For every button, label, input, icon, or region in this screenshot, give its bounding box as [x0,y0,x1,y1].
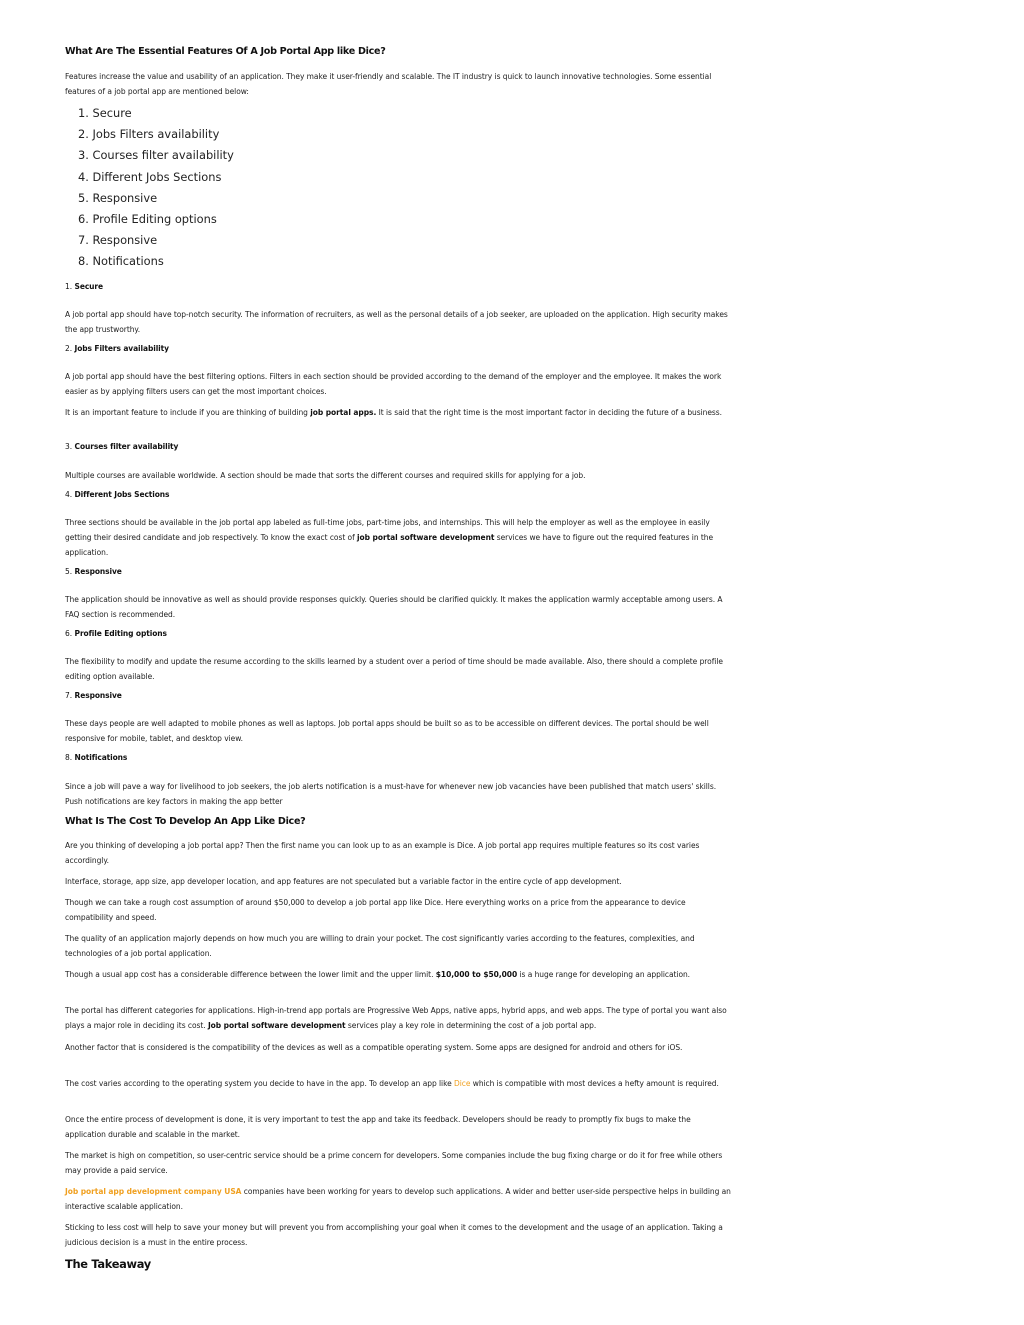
section-body: The application should be innovative as well as should provide responses quickly. Queries should be clarified quickly. It makes the application warmly acceptable among users. A FAQ section is recommended. [65,595,723,620]
section-title-responsive: 5. Responsive [65,567,122,576]
cost-paragraph: Sticking to less cost will help to save your money but will prevent you from accomplishing your goal when it comes to the development and the usage of an application. Taking a judicious decision is a must in the entire process. [65,1223,723,1248]
cost-paragraph: Though a usual app cost has a considerable difference between the lower limit and the upper limit. $10,000 to $50,000 is a huge range for developing an application. [65,970,691,979]
dice-link[interactable]: Dice [454,1079,471,1088]
cost-paragraph: The quality of an application majorly depends on how much you are willing to drain your pocket. The cost significantly varies according to the features, complexities, and technologies of a job portal application. [65,934,695,959]
list-item: 6. Profile Editing options [78,212,217,226]
section-body: These days people are well adapted to mobile phones as well as laptops. Job portal apps should be built so as to be accessible on different devices. The portal should be well responsive for mobile, tablet, and desktop view. [65,719,709,744]
cost-paragraph: Interface, storage, app size, app developer location, and app features are not speculated but a variable factor in the entire cycle of app development. [65,877,622,886]
section-title-jobs-sections: 4. Different Jobs Sections [65,490,170,499]
takeaway-heading: The Takeaway [65,1257,151,1271]
list-item: 5. Responsive [78,191,158,205]
features-heading: What Are The Essential Features Of A Job Portal App like Dice? [65,46,386,57]
cost-paragraph: Once the entire process of development is done, it is very important to test the app and take its feedback. Developers should be ready to promptly fix bugs to make the application durable and scalable in the market. [65,1115,691,1140]
cost-paragraph: The cost varies according to the operating system you decide to have in the app. To develop an app like Dice which is compatible with most devices a hefty amount is required. [65,1079,719,1088]
cost-paragraph: Job portal app development company USA companies have been working for years to develop such applications. A wider and better user-side perspective helps in building an interactive scalable application. [65,1187,731,1212]
list-item: 8. Notifications [78,254,164,268]
section-title-secure: 1. Secure [65,282,104,291]
section-body: It is an important feature to include if you are thinking of building job portal apps. It is said that the right time is the most important factor in deciding the future of a business. [65,408,722,417]
section-body: Multiple courses are available worldwide. A section should be made that sorts the different courses and required skills for applying for a job. [65,471,586,480]
section-body: Since a job will pave a way for livelihood to job seekers, the job alerts notification is a must-have for whenever new job vacancies have been published that match users' skills. Push notifications are key factors in making the app better [65,782,717,807]
section-title-notifications: 8. Notifications [65,753,128,762]
cost-paragraph: Are you thinking of developing a job portal app? Then the first name you can look up to as an example is Dice. A job portal app requires multiple features so its cost varies accordingly. [65,841,700,866]
section-title-courses-filter: 3. Courses filter availability [65,442,179,451]
list-item: 7. Responsive [78,233,158,247]
section-body: The flexibility to modify and update the resume according to the skills learned by a student over a period of time should be made available. Also, there should a complete profile editing option available. [65,657,723,682]
list-item: 4. Different Jobs Sections [78,170,222,184]
job-portal-company-link[interactable]: Job portal app development company USA [65,1187,242,1196]
cost-paragraph: The market is high on competition, so user-centric service should be a prime concern for developers. Some companies include the bug fixing charge or do it for free while others may provide a paid service. [65,1151,723,1176]
list-item: 1. Secure [78,106,132,120]
cost-heading: What Is The Cost To Develop An App Like Dice? [65,816,306,827]
section-body: A job portal app should have top-notch security. The information of recruiters, as well as the personal details of a job seeker, are uploaded on the application. High security makes the app trustworthy. [65,310,728,335]
cost-paragraph: Though we can take a rough cost assumption of around $50,000 to develop a job portal app like Dice. Here everything works on a price from the appearance to device compatibility and speed. [65,898,686,923]
cost-paragraph: Another factor that is considered is the compatibility of the devices as well as a compatible operating system. Some apps are designed for android and others for iOS. [65,1043,683,1052]
list-item: 3. Courses filter availability [78,148,234,162]
section-title-profile-editing: 6. Profile Editing options [65,629,167,638]
features-intro: Features increase the value and usability of an application. They make it user-friendly and scalable. The IT industry is quick to launch innovative technologies. Some essential features of a job portal app are mentioned below: [65,72,712,97]
section-body: A job portal app should have the best filtering options. Filters in each section should be provided according to the demand of the employer and the employee. It makes the work easier as by applying filters users can get the most important choices. [65,372,722,397]
section-title-responsive-2: 7. Responsive [65,691,122,700]
section-title-jobs-filters: 2. Jobs Filters availability [65,344,169,353]
list-item: 2. Jobs Filters availability [78,127,220,141]
section-body: Three sections should be available in the job portal app labeled as full-time jobs, part-time jobs, and internships. This will help the employer as well as the employee in easily getting their desired candidate and job respectively. To know the exact cost of job portal software development services we have to figure out the required features in the application. [65,518,714,558]
cost-paragraph: The portal has different categories for applications. High-in-trend app portals are Progressive Web Apps, native apps, hybrid apps, and web apps. The type of portal you want also plays a major role in deciding its cost. Job portal software development services play a key role in determining the cost of a job portal app. [65,1006,727,1031]
